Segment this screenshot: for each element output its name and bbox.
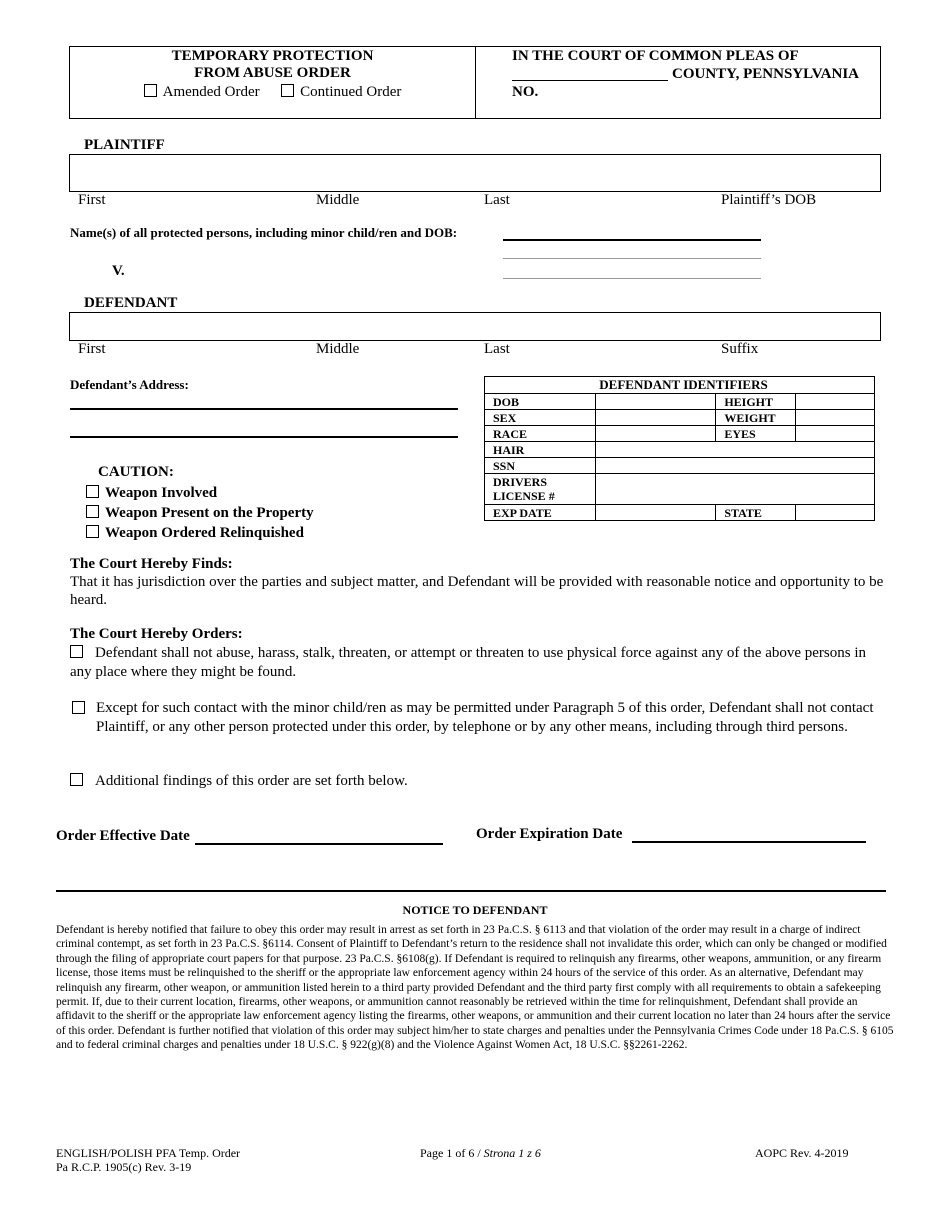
weapon-involved-checkbox[interactable]	[86, 485, 99, 498]
state-field[interactable]	[796, 505, 875, 521]
defendant-middle-label: Middle	[316, 341, 360, 357]
license-label	[485, 474, 596, 505]
order-title-line2: FROM ABUSE ORDER	[194, 65, 351, 81]
plaintiff-heading: PLAINTIFF	[84, 137, 165, 153]
eyes-field[interactable]	[796, 426, 875, 442]
defendant-address-line-1[interactable]	[70, 396, 458, 410]
protected-persons-line-3[interactable]	[503, 266, 761, 279]
page-number-english: Page 1 of 6 /	[420, 1146, 484, 1160]
court-name-line1: IN THE COURT OF COMMON PLEAS OF	[512, 48, 799, 64]
dob-field[interactable]	[595, 394, 716, 410]
weapon-present-option[interactable]	[86, 503, 314, 523]
height-label: HEIGHT	[716, 394, 796, 410]
defendant-first-label: First	[78, 341, 106, 357]
expiration-date-label: Order Expiration Date	[476, 826, 623, 842]
continued-order-label: Continued Order	[300, 84, 402, 100]
hair-field[interactable]	[595, 442, 874, 458]
caution-heading: CAUTION:	[98, 464, 174, 480]
order-item-1-text: Defendant shall not abuse, harass, stalk, threaten, or attempt or threaten to use physical force against any of the above persons in any place where they might be found.	[70, 645, 866, 680]
docket-number-label: NO.	[512, 84, 539, 100]
defendant-name-field[interactable]	[69, 312, 881, 341]
weapon-involved-label: Weapon Involved	[105, 485, 218, 501]
order-title	[70, 48, 475, 82]
defendant-address-line-2[interactable]	[70, 424, 458, 438]
race-field[interactable]	[595, 426, 716, 442]
order-title-line1: TEMPORARY PROTECTION	[171, 48, 374, 64]
court-name-line2: COUNTY, PENNSYLVANIA	[672, 66, 859, 82]
form-name: ENGLISH/POLISH PFA Temp. Order	[56, 1146, 241, 1160]
order-item-2	[70, 699, 900, 737]
order-item-3	[70, 773, 408, 790]
sex-label: SEX	[485, 410, 596, 426]
weapon-relinquished-option[interactable]	[86, 523, 314, 543]
findings-text: That it has jurisdiction over the parties and subject matter, and Defendant will be provided with reasonable notice and opportunity to be heard.	[70, 574, 884, 608]
findings-heading: The Court Hereby Finds:	[70, 556, 233, 572]
license-field[interactable]	[595, 474, 874, 505]
defendant-suffix-label: Suffix	[721, 341, 759, 357]
exp-date-label: EXP DATE	[485, 505, 596, 521]
effective-date-label: Order Effective Date	[56, 828, 190, 844]
weapon-involved-option[interactable]	[86, 483, 314, 503]
plaintiff-last-label: Last	[484, 192, 510, 208]
versus-label: V.	[112, 263, 125, 279]
weapon-present-checkbox[interactable]	[86, 505, 99, 518]
protected-persons-label: Name(s) of all protected persons, including minor child/ren and DOB:	[70, 225, 458, 240]
ssn-label: SSN	[485, 458, 596, 474]
footer-left	[56, 1146, 240, 1174]
state-label: STATE	[716, 505, 796, 521]
order-type-options	[70, 84, 475, 101]
ssn-field[interactable]	[595, 458, 874, 474]
weapon-present-label: Weapon Present on the Property	[105, 505, 314, 521]
effective-date-field[interactable]	[195, 828, 443, 845]
license-label-line1: DRIVERS	[493, 475, 548, 489]
notice-heading: NOTICE TO DEFENDANT	[402, 903, 548, 917]
caution-list	[86, 483, 314, 543]
defendant-address-label: Defendant’s Address:	[70, 377, 189, 392]
hair-label: HAIR	[485, 442, 596, 458]
identifiers-heading: DEFENDANT IDENTIFIERS	[485, 377, 875, 394]
aopc-revision: AOPC Rev. 4-2019	[755, 1146, 849, 1160]
plaintiff-middle-label: Middle	[316, 192, 360, 208]
order-item-2-checkbox[interactable]	[72, 701, 85, 714]
page-number-polish: Strona 1 z 6	[483, 1146, 541, 1160]
order-item-3-text: Additional findings of this order are set forth below.	[95, 773, 408, 789]
license-label-line2: LICENSE #	[493, 489, 555, 503]
height-field[interactable]	[796, 394, 875, 410]
continued-order-checkbox[interactable]	[281, 84, 294, 97]
plaintiff-dob-label: Plaintiff’s DOB	[721, 192, 817, 208]
order-item-2-text: Except for such contact with the minor child/ren as may be permitted under Paragraph 5 of this order, Defendant shall not contact Plaintiff, or any other person protected under this order, by telephone or by any other means, including through third persons.	[96, 700, 874, 735]
dob-label: DOB	[485, 394, 596, 410]
sex-field[interactable]	[595, 410, 716, 426]
weight-field[interactable]	[796, 410, 875, 426]
rule-reference: Pa R.C.P. 1905(c) Rev. 3-19	[56, 1160, 192, 1174]
weight-label: WEIGHT	[716, 410, 796, 426]
defendant-heading: DEFENDANT	[84, 295, 178, 311]
order-item-1	[70, 644, 890, 682]
eyes-label: EYES	[716, 426, 796, 442]
weapon-relinquished-label: Weapon Ordered Relinquished	[105, 525, 304, 541]
exp-date-field[interactable]	[595, 505, 716, 521]
plaintiff-first-label: First	[78, 192, 106, 208]
notice-text: Defendant is hereby notified that failure to obey this order may result in arrest as set forth in 23 Pa.C.S. § 6113 and that violation of the order may result in a charge of indirect criminal contempt, as set forth in 23 Pa.C.S. §6114. Consent of Plaintiff to Defendant’s return to the residence shall not invalidate this order, which can only be changed or modified through the filing of appropriate court papers for that purpose. 23 Pa.C.S. §6108(g). If Defendant is required to relinquish any firearms, other weapons, ammunition, or any firearm license, those items must be relinquished to the sheriff or the appropriate law enforcement agency within 24 hours of the service of this order. As an alternative, Defendant may relinquish any firearm, other weapon, or ammunition listed herein to a third party provided Defendant and the third party first comply with all requirements to obtain a safekeeping permit. If, due to their current location, firearms, other weapons, or ammunition cannot reasonably be retrieved within the time for relinquishment, Defendant shall provide an affidavit to the sheriff or the appropriate law enforcement agency listing the firearms, other weapons, or ammunition and their current location no later than 24 hours after the service of this order. Defendant is further notified that violation of this order may subject him/her to state charges and penalties under the Pennsylvania Crimes Code under 18 Pa.C.S. § 6105 and to federal criminal charges and penalties under 18 U.S.C. § 922(g)(8) and the Violence Against Women Act, 18 U.S.C. §§2261-2262.	[56, 924, 894, 1052]
amended-order-checkbox[interactable]	[144, 84, 157, 97]
protected-persons-line-2[interactable]	[503, 246, 761, 259]
page-number	[420, 1146, 541, 1161]
county-blank[interactable]	[512, 64, 668, 81]
order-item-1-checkbox[interactable]	[70, 645, 83, 658]
order-item-3-checkbox[interactable]	[70, 773, 83, 786]
defendant-identifiers-table	[484, 376, 875, 521]
race-label: RACE	[485, 426, 596, 442]
protected-persons-line-1[interactable]	[503, 226, 761, 241]
plaintiff-name-field[interactable]	[69, 154, 881, 192]
defendant-last-label: Last	[484, 341, 510, 357]
expiration-date-field[interactable]	[632, 826, 866, 843]
orders-heading: The Court Hereby Orders:	[70, 626, 243, 642]
notice-divider	[56, 890, 886, 892]
weapon-relinquished-checkbox[interactable]	[86, 525, 99, 538]
amended-order-label: Amended Order	[162, 84, 260, 100]
header-divider	[475, 46, 476, 118]
